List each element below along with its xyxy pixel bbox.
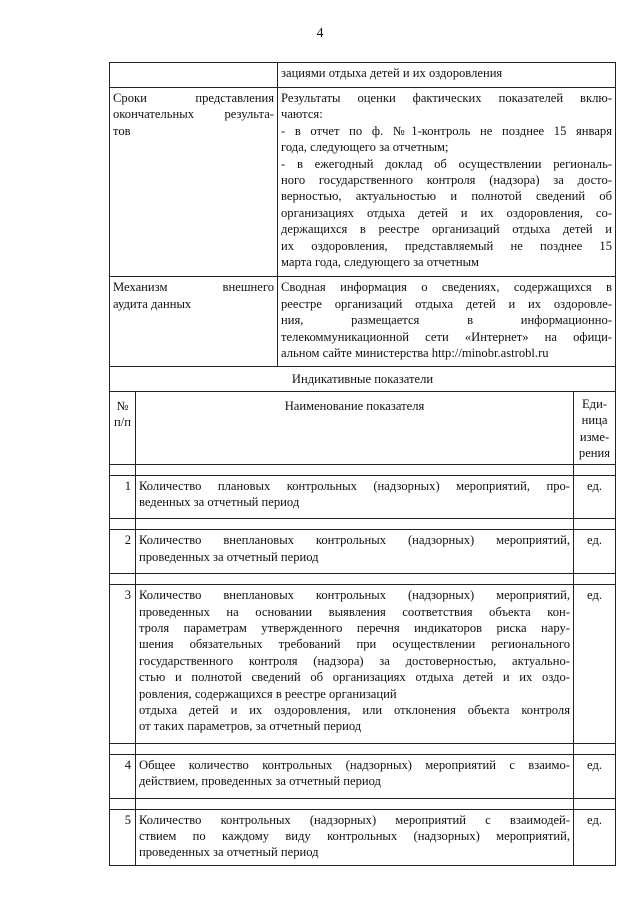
label-line: аудита данных bbox=[113, 296, 192, 311]
row-number: 4 bbox=[110, 754, 136, 798]
text-line: - в отчет по ф. №1-контроль не позднее 15 января bbox=[281, 123, 613, 138]
passport-text-cell bbox=[278, 277, 616, 366]
section-title: Индикативные показатели bbox=[110, 366, 616, 391]
row-unit: ед. bbox=[574, 754, 616, 798]
text-line: года, следующего за отчетным; bbox=[281, 140, 449, 155]
header-unit-line: изме- bbox=[579, 429, 610, 444]
row-gap bbox=[110, 743, 616, 754]
text-line: реестре организаций отдыха детей и их оздоровле- bbox=[281, 296, 613, 311]
row-line: отдыха детей и их оздоровления, или отклонения объекта контроля bbox=[139, 703, 570, 717]
row-name bbox=[136, 585, 574, 744]
row-number: 5 bbox=[110, 809, 136, 865]
text-line: - в ежегодный доклад об осуществлении региональ- bbox=[281, 156, 613, 171]
row-line: веденных за отчетный период bbox=[139, 494, 300, 509]
passport-row-audit bbox=[110, 277, 616, 366]
text-line: альном сайте министерства http://minobr.astrobl.ru bbox=[281, 346, 549, 361]
row-line: действием, проведенных за отчетный период bbox=[139, 774, 381, 789]
header-unit-line: ница bbox=[581, 413, 608, 428]
row-number: 3 bbox=[110, 585, 136, 744]
table-row bbox=[110, 809, 616, 865]
row-line: проведенных за отчетный период bbox=[139, 549, 319, 564]
row-line: проведенных за отчетный период bbox=[139, 845, 319, 860]
row-gap bbox=[110, 464, 616, 475]
header-num bbox=[110, 391, 136, 464]
row-line: Общее количество контрольных (надзорных) мероприятий с взаимо- bbox=[139, 757, 570, 772]
label-line: Сроки представления bbox=[113, 91, 274, 105]
row-number: 2 bbox=[110, 530, 136, 574]
text-line: марта года, следующего за отчетным bbox=[281, 255, 480, 270]
table-row bbox=[110, 585, 616, 744]
text-line: телекоммуникационной сети «Интернет» на офици- bbox=[281, 329, 613, 344]
indicators-header-row bbox=[110, 391, 616, 464]
passport-text-cell bbox=[278, 63, 616, 88]
label-line: окончательных результа- bbox=[113, 107, 274, 122]
text-line: чаются: bbox=[281, 107, 323, 122]
row-line: государственного контроля (надзора) за достоверностью, актуально- bbox=[139, 653, 570, 668]
row-line: Количество плановых контрольных (надзорных) мероприятий, про- bbox=[139, 478, 570, 493]
row-line: проведенных на основании выявления соответствия объекта кон- bbox=[139, 604, 570, 619]
page-number: 4 bbox=[316, 26, 324, 41]
text-line: их оздоровления, представляемый не позднее 15 bbox=[281, 238, 613, 253]
table-row bbox=[110, 754, 616, 798]
row-name bbox=[136, 754, 574, 798]
row-line: Количество контрольных (надзорных) мероприятий с взаимодей- bbox=[139, 812, 570, 827]
header-unit-line: рения bbox=[578, 446, 611, 461]
text-line: организациях отдыха детей и их оздоровления, со- bbox=[281, 205, 613, 220]
row-line: ствием по каждому виду контрольных (надзорных) мероприятий, bbox=[139, 829, 570, 844]
text-line: верностью, актуальностью и полнотой сведений об bbox=[281, 189, 613, 204]
passport-label-cell bbox=[110, 88, 278, 277]
row-name bbox=[136, 809, 574, 865]
row-line: шения обязательных требований при осуществлении регионального bbox=[139, 637, 570, 652]
row-gap bbox=[110, 798, 616, 809]
passport-label-cell bbox=[110, 277, 278, 366]
indicators-title-row bbox=[110, 366, 616, 391]
row-gap bbox=[110, 574, 616, 585]
text-line: ного государственного контроля (надзора) за досто- bbox=[281, 173, 613, 188]
header-num-line: п/п bbox=[114, 415, 131, 430]
row-gap bbox=[110, 519, 616, 530]
passport-label-cell bbox=[110, 63, 278, 88]
row-number: 1 bbox=[110, 475, 136, 519]
row-unit: ед. bbox=[574, 585, 616, 744]
row-line: Количество внеплановых контрольных (надзорных) мероприятий, bbox=[139, 588, 570, 603]
text-line: Сводная информация о сведениях, содержащихся в bbox=[281, 280, 613, 295]
passport-text-line: зациями отдыха детей и их оздоровления bbox=[281, 66, 503, 80]
row-unit: ед. bbox=[574, 530, 616, 574]
label-line: тов bbox=[113, 123, 131, 138]
text-line: ния, размещается в информационно- bbox=[281, 313, 613, 328]
row-line: Количество внеплановых контрольных (надзорных) мероприятий, bbox=[139, 533, 570, 548]
text-line: Результаты оценки фактических показателей вклю- bbox=[281, 91, 613, 105]
row-unit: ед. bbox=[574, 809, 616, 865]
table-row bbox=[110, 475, 616, 519]
document-table bbox=[109, 62, 616, 866]
row-line: ровления, содержащихся в реестре организаций bbox=[139, 686, 397, 701]
row-line: стью и полнотой сведений об организациях отдыха детей и их оздо- bbox=[139, 670, 570, 685]
table-row bbox=[110, 530, 616, 574]
label-line: Механизм внешнего bbox=[113, 280, 274, 295]
header-num-line: № bbox=[116, 398, 129, 413]
row-name bbox=[136, 530, 574, 574]
passport-row-continued bbox=[110, 63, 616, 88]
text-line: держащихся в реестре организаций отдыха детей и bbox=[281, 222, 613, 237]
header-unit bbox=[574, 391, 616, 464]
passport-row-deadlines bbox=[110, 88, 616, 277]
row-name bbox=[136, 475, 574, 519]
row-line: от таких параметров, за отчетный период bbox=[139, 719, 362, 734]
row-unit: ед. bbox=[574, 475, 616, 519]
row-line: троля параметрам утвержденного перечня индикаторов риска нару- bbox=[139, 620, 570, 635]
header-name: Наименование показателя bbox=[136, 391, 574, 464]
passport-text-cell bbox=[278, 88, 616, 277]
header-unit-line: Еди- bbox=[581, 396, 608, 411]
